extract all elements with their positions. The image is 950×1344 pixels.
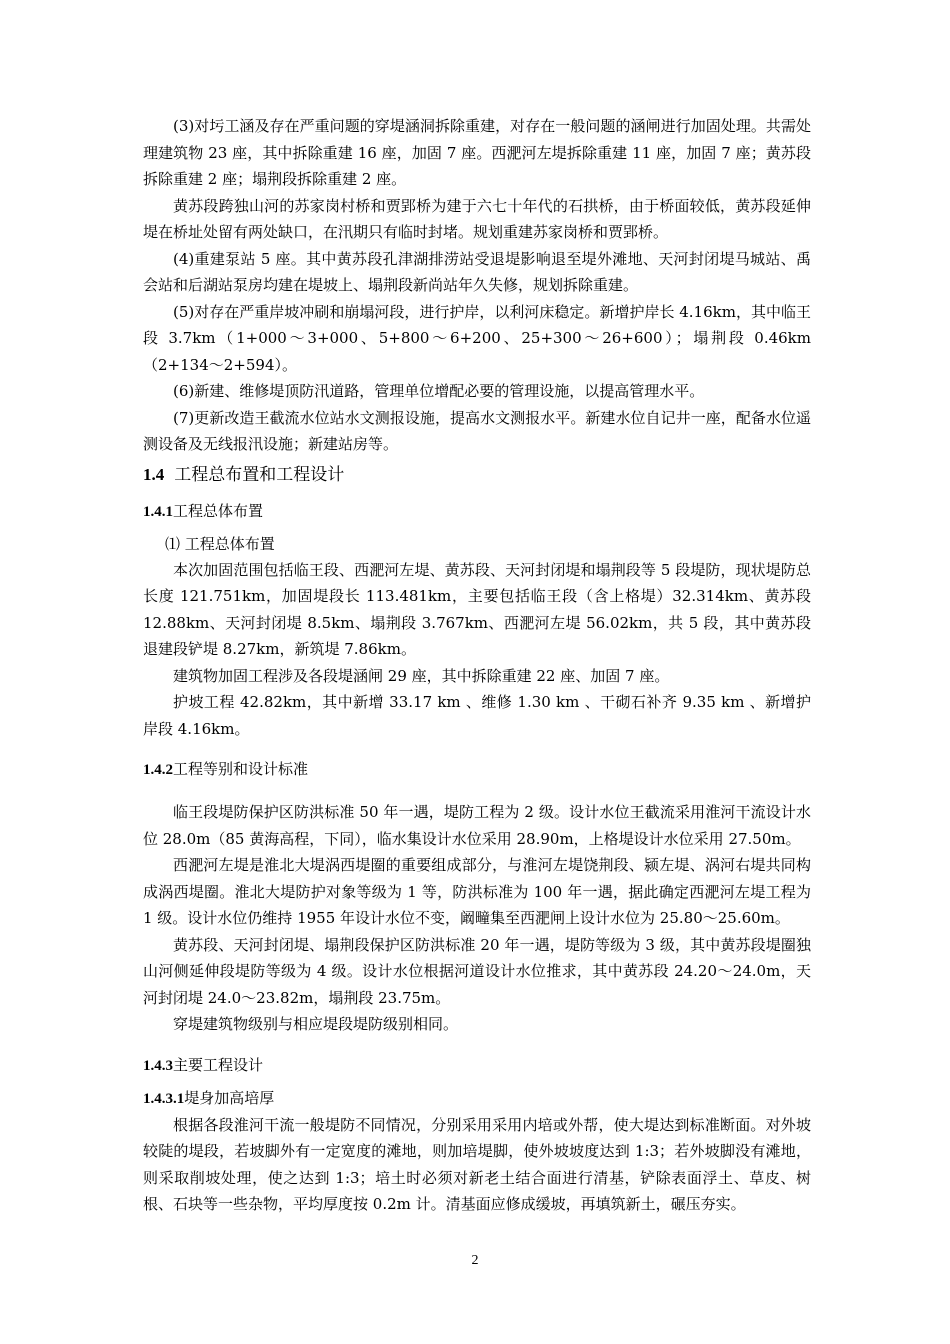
section-heading-1-4-3: [143, 1052, 811, 1079]
section-heading-1-4: [143, 462, 811, 488]
paragraph: 建筑物加固工程涉及各段堤涵闸 29 座，其中拆除重建 22 座、加固 7 座。: [173, 666, 670, 685]
paragraph: 黄苏段跨独山河的苏家岗村桥和贾郢桥为建于六七十年代的石拱桥，由于桥面较低，黄苏段延伸堤在桥址处留有两处缺口，在汛期只有临时封堵。规划重建苏家岗桥和贾郢桥。: [143, 196, 811, 241]
section-number: 1.4.2: [143, 762, 173, 778]
paragraph: 西淝河左堤是淮北大堤涡西堤圈的重要组成部分，与淮河左堤饶荆段、颍左堤、涡河右堤共同构成涡西堤圈。淮北大堤防护对象等级为 1 等，防洪标准为 100 年一遇，据此确定西淝河左堤工程为 1 级。设计水位仍维持 1955 年设计水位不变，阚疃集至西淝闸上设计水位为 25.80～25.60m。: [143, 856, 811, 927]
section-number: 1.4.1: [143, 503, 173, 520]
paragraph: (6)新建、维修堤顶防汛道路，管理单位增配必要的管理设施，以提高管理水平。: [173, 382, 705, 400]
section-title: 工程总布置和工程设计: [174, 464, 345, 485]
section-number: 1.4: [143, 464, 165, 484]
paragraph: 黄苏段、天河封闭堤、塌荆段保护区防洪标准 20 年一遇，堤防等级为 3 级，其中黄苏段堤圈独山河侧延伸段堤防等级为 4 级。设计水位根据河道设计水位推求，其中黄苏段 24.20～24.0m，天河封闭堤 24.0～23.82m，塌荆段 23.75m。: [143, 935, 811, 1007]
paragraph: (3)对圬工涵及存在严重问题的穿堤涵洞拆除重建，对存在一般问题的涵闸进行加固处理。共需处理建筑物 23 座，其中拆除重建 16 座，加固 7 座。西淝河左堤拆除重建 11 座，加固 7 座；黄苏段拆除重建 2 座；塌荆段拆除重建 2 座。: [143, 117, 811, 188]
section-number: 1.4.3: [143, 1057, 173, 1074]
paragraph: (7)更新改造王截流水位站水文测报设施，提高水文测报水平。新建水位自记井一座，配备水位遥测设备及无线报汛设施；新建站房等。: [143, 408, 811, 453]
paragraph: 根据各段淮河干流一般堤防不同情况，分别采用采用内培或外帮，使大堤达到标准断面。对外坡较陡的堤段，若坡脚外有一定宽度的滩地，则加培堤脚，使外坡坡度达到 1:3；若外坡脚没有滩地，则采取削坡处理，使之达到 1:3；培土时必须对新老土结合面进行清基，铲除表面浮土、草皮、树根、石块等一些杂物，平均厚度按 0.2m 计。清基面应修成缓坡，再填筑新土，碾压夯实。: [143, 1115, 811, 1213]
page-number: 2: [471, 1253, 479, 1268]
subsection-label: ⑴ 工程总体布置: [165, 534, 275, 553]
section-title: 工程总体布置: [173, 501, 264, 520]
section-heading-1-4-1: [143, 498, 811, 525]
paragraph: (4)重建泵站 5 座。其中黄苏段孔津湖排涝站受退堤影响退至堤外滩地、天河封闭堤马城站、禹会站和后湖站泵房均建在堤坡上、塌荆段新尚站年久失修，规划拆除重建。: [143, 249, 811, 294]
paragraph: 护坡工程 42.82km，其中新增 33.17 km 、维修 1.30 km 、干砌石补齐 9.35 km 、新增护岸段 4.16km。: [143, 693, 811, 738]
section-title: 堤身加高培厚: [184, 1088, 275, 1107]
paragraph: 穿堤建筑物级别与相应堤段堤防级别相同。: [173, 1015, 459, 1033]
page-content: [143, 113, 811, 1218]
section-number: 1.4.3.1: [143, 1090, 185, 1107]
paragraph: 本次加固范围包括临王段、西淝河左堤、黄苏段、天河封闭堤和塌荆段等 5 段堤防，现状堤防总长度 121.751km，加固堤段长 113.481km，主要包括临王段（含上格堤）32.314km、黄苏段 12.88km、天河封闭堤 8.5km、塌荆段 3.767km、西淝河左堤 56.02km，共 5 段，其中黄苏段退建段铲堤 8.27km，新筑堤 7.86km。: [143, 560, 811, 658]
paragraph: (5)对存在严重岸坡冲刷和崩塌河段，进行护岸，以利河床稳定。新增护岸长 4.16km，其中临王段 3.7km（1+000～3+000、5+800～6+200、25+300～26+600）；塌荆段 0.46km（2+134～2+594）。: [143, 302, 811, 374]
section-title: 工程等别和设计标准: [173, 760, 309, 778]
section-heading-1-4-3-1: [143, 1085, 811, 1112]
paragraph: 临王段堤防保护区防洪标准 50 年一遇，堤防工程为 2 级。设计水位王截流采用淮河干流设计水位 28.0m（85 黄海高程，下同），临水集设计水位采用 28.90m，上格堤设计水位采用 27.50m。: [143, 803, 811, 848]
section-heading-1-4-2: [143, 756, 811, 783]
section-title: 主要工程设计: [173, 1055, 264, 1074]
